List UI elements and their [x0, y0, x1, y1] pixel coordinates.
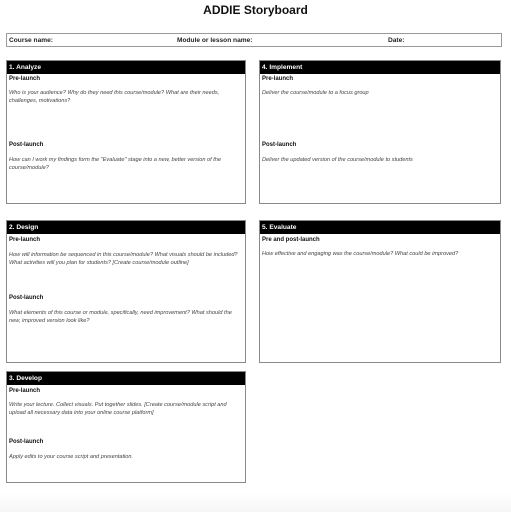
- develop-pre-label: Pre-launch: [9, 388, 41, 394]
- develop-post-label: Post-launch: [9, 439, 44, 445]
- analyze-pre-text: Who is your audience? Why do they need this course/module? What are their needs, challenges, motivations?: [9, 90, 220, 104]
- develop-pre-text: Write your lecture. Collect visuals. Put together slides. [Create course/module script and upload all necessary data into your online course platform]: [9, 402, 227, 416]
- design-post-text: What elements of this course or module, specifically, need improvement? What should the new, improved version look like?: [9, 310, 232, 324]
- evaluate-section: [259, 220, 501, 363]
- page-bottom-shade: [0, 492, 511, 512]
- implement-pre-label: Pre-launch: [262, 76, 294, 82]
- develop-section: [6, 371, 246, 483]
- design-heading: 2. Design: [7, 221, 245, 234]
- module-name-label[interactable]: Module or lesson name:: [177, 37, 253, 44]
- analyze-section: [6, 60, 246, 204]
- implement-post-text: Deliver the updated version of the course/module to students: [262, 157, 413, 163]
- design-pre-label: Pre-launch: [9, 237, 41, 243]
- design-section: [6, 220, 246, 363]
- implement-heading: 4. Implement: [260, 61, 500, 74]
- analyze-post-label: Post-launch: [9, 142, 44, 148]
- design-post-label: Post-launch: [9, 295, 44, 301]
- analyze-heading: 1. Analyze: [7, 61, 245, 74]
- date-label[interactable]: Date:: [388, 37, 405, 44]
- analyze-pre-label: Pre-launch: [9, 76, 41, 82]
- course-name-label[interactable]: Course name:: [9, 37, 53, 44]
- implement-pre-text: Deliver the course/module to a focus group: [262, 90, 369, 96]
- develop-heading: 3. Develop: [7, 372, 245, 385]
- evaluate-pre-post-label: Pre and post-launch: [262, 237, 320, 243]
- page-title: ADDIE Storyboard: [203, 3, 308, 17]
- implement-section: [259, 60, 501, 204]
- develop-post-text: Apply edits to your course script and presentation.: [9, 454, 134, 460]
- evaluate-heading: 5. Evaluate: [260, 221, 500, 234]
- course-info-bar: [6, 33, 502, 47]
- design-pre-text: How will information be sequenced in this course/module? What visuals should be included? What activities will you plan for students? [Create course/module outline]: [9, 252, 238, 266]
- evaluate-pre-post-text: How effective and engaging was the course/module? What could be improved?: [262, 251, 459, 257]
- analyze-post-text: How can I work my findings form the "Evaluate" stage into a new, better version of the course/module?: [9, 157, 221, 171]
- implement-post-label: Post-launch: [262, 142, 297, 148]
